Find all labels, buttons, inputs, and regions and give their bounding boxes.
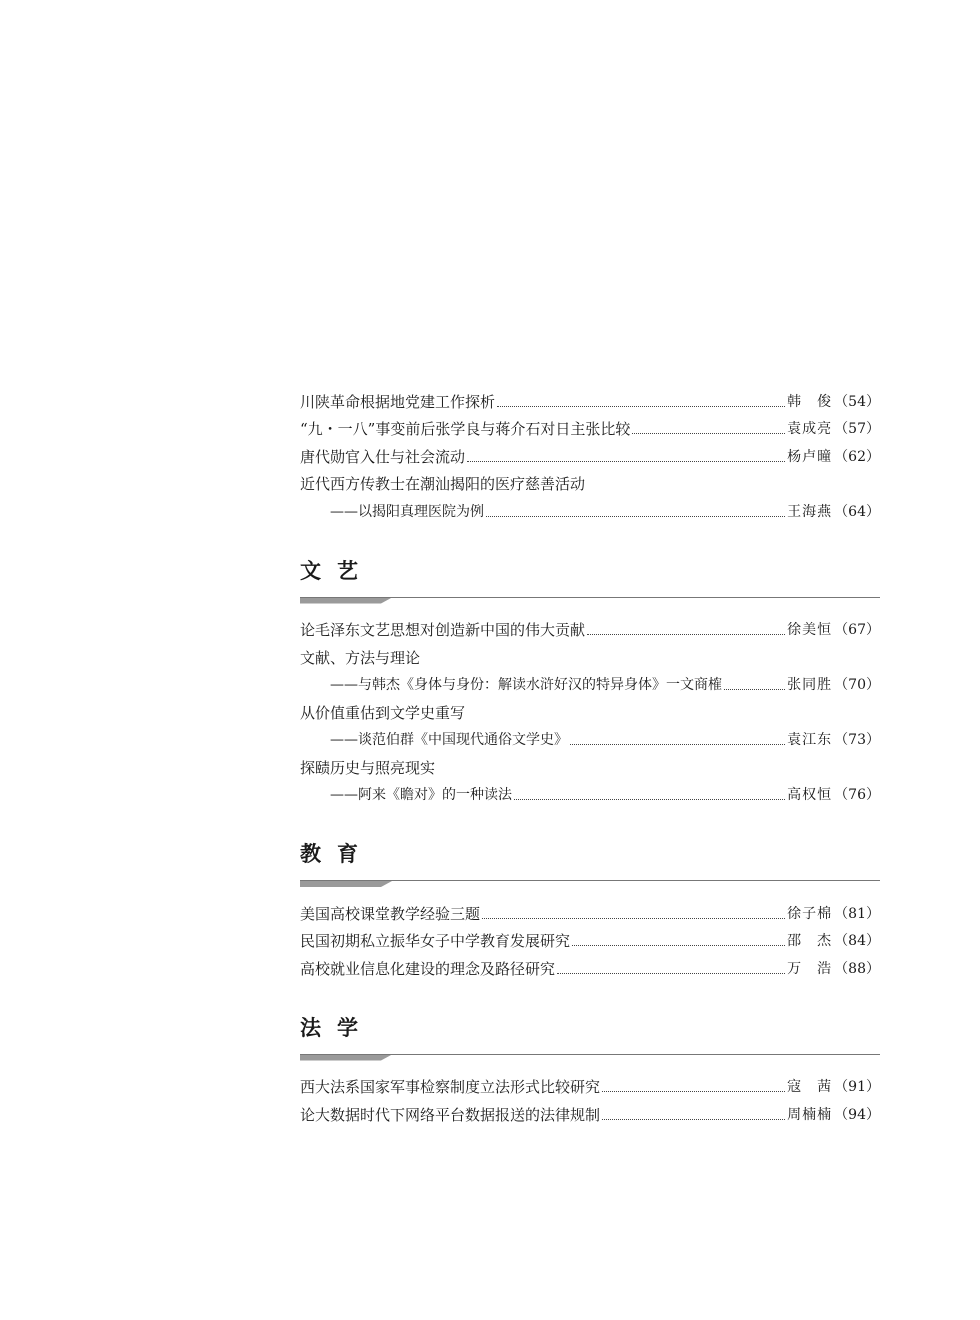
entry-author: 徐美恒 [787,622,833,638]
entry-subtitle: ——谈范伯群《中国现代通俗文学史》 [330,732,568,748]
dot-leader [587,633,785,635]
toc-entry-subtitle[interactable] [300,778,880,806]
dot-leader [724,688,785,690]
entry-page: （91） [834,1079,880,1095]
dot-leader [602,1090,785,1092]
entry-title: “九・一八”事变前后张学良与蒋介石对日主张比较 [300,420,631,438]
rule-bar [300,598,392,604]
table-of-contents [300,384,880,1125]
section-rule [300,597,880,605]
toc-entry[interactable] [300,1070,880,1098]
entry-main-title[interactable]: 文献、方法与理论 [300,648,421,667]
rule-line [300,597,880,598]
entry-title: 西大法系国家军事检察制度立法形式比较研究 [300,1078,601,1096]
toc-entry-subtitle[interactable] [300,494,880,522]
dot-leader [570,743,785,745]
rule-line [300,880,880,881]
toc-entry[interactable] [300,613,880,641]
dot-leader [514,798,785,800]
toc-entry-subtitle[interactable] [300,668,880,696]
entry-title: 唐代勋官入仕与社会流动 [300,447,466,466]
entry-page: （70） [834,677,880,693]
entry-page: （62） [834,448,880,465]
toc-entry[interactable] [300,896,880,924]
toc-entry[interactable] [300,924,880,952]
section-title: 法学 [300,1014,374,1040]
entry-author: 王海燕 [787,503,833,520]
entry-author: 高权恒 [787,787,833,803]
section-title: 教育 [300,841,374,866]
toc-entry[interactable] [300,439,880,467]
entry-page: （88） [834,960,880,977]
entry-page: （94） [834,1106,880,1123]
toc-entry[interactable] [300,1097,880,1125]
rule-bar [300,881,392,887]
rule-line [300,1054,880,1055]
entry-author: 寇 茜 [787,1079,833,1095]
toc-group [300,384,880,522]
entry-author: 韩 俊 [787,393,833,410]
toc-entry[interactable] [300,384,880,412]
entry-title: 论大数据时代下网络平台数据报送的法律规制 [300,1105,601,1124]
toc-entry-subtitle[interactable] [300,723,880,751]
entry-author: 万 浩 [787,960,833,977]
section-rule [300,880,880,888]
section-title: 文艺 [300,557,374,583]
dot-leader [602,1118,785,1120]
dot-leader [482,917,785,919]
entry-title: 美国高校课堂教学经验三题 [300,904,481,923]
entry-author: 杨卢曈 [787,448,833,465]
entry-page: （84） [834,933,880,949]
toc-entry[interactable] [300,412,880,440]
section-faxue [300,1013,880,1125]
entry-main-title[interactable]: 探赜历史与照亮现实 [300,758,436,777]
entry-author: 徐子棉 [787,905,833,922]
toc-entry[interactable] [300,951,880,979]
entry-author: 袁江东 [787,732,833,748]
entry-author: 袁成亮 [787,421,833,437]
entry-page: （67） [834,622,880,638]
section-wenyi [300,556,880,806]
entry-subtitle: ——以揭阳真理医院为例 [330,503,484,520]
entry-page: （76） [834,787,880,803]
entry-author: 周楠楠 [787,1106,833,1123]
entry-main-title[interactable]: 从价值重估到文学史重写 [300,703,466,722]
dot-leader [557,972,785,974]
dot-leader [572,944,785,946]
entry-subtitle: ——与韩杰《身体与身份：解读水浒好汉的特异身体》一文商榷 [330,677,722,693]
rule-bar [300,1055,392,1061]
entry-title: 高校就业信息化建设的理念及路径研究 [300,959,556,978]
entry-title: 民国初期私立振华女子中学教育发展研究 [300,932,571,950]
dot-leader [486,515,785,517]
entry-author: 邵 杰 [787,933,833,949]
section-rule [300,1054,880,1062]
entry-page: （73） [834,732,880,748]
entry-page: （64） [834,503,880,520]
section-jiaoyu [300,839,880,979]
entry-title: 川陕革命根据地党建工作探析 [300,392,496,411]
entry-subtitle: ——阿来《瞻对》的一种读法 [330,787,512,803]
dot-leader [497,405,785,407]
entry-page: （57） [834,421,880,437]
entry-author: 张同胜 [787,677,833,693]
entry-page: （54） [834,393,880,410]
entry-page: （81） [834,905,880,922]
entry-title: 论毛泽东文艺思想对创造新中国的伟大贡献 [300,621,586,639]
dot-leader [632,432,785,434]
dot-leader [467,460,785,462]
entry-main-title[interactable]: 近代西方传教士在潮汕揭阳的医疗慈善活动 [300,475,586,493]
